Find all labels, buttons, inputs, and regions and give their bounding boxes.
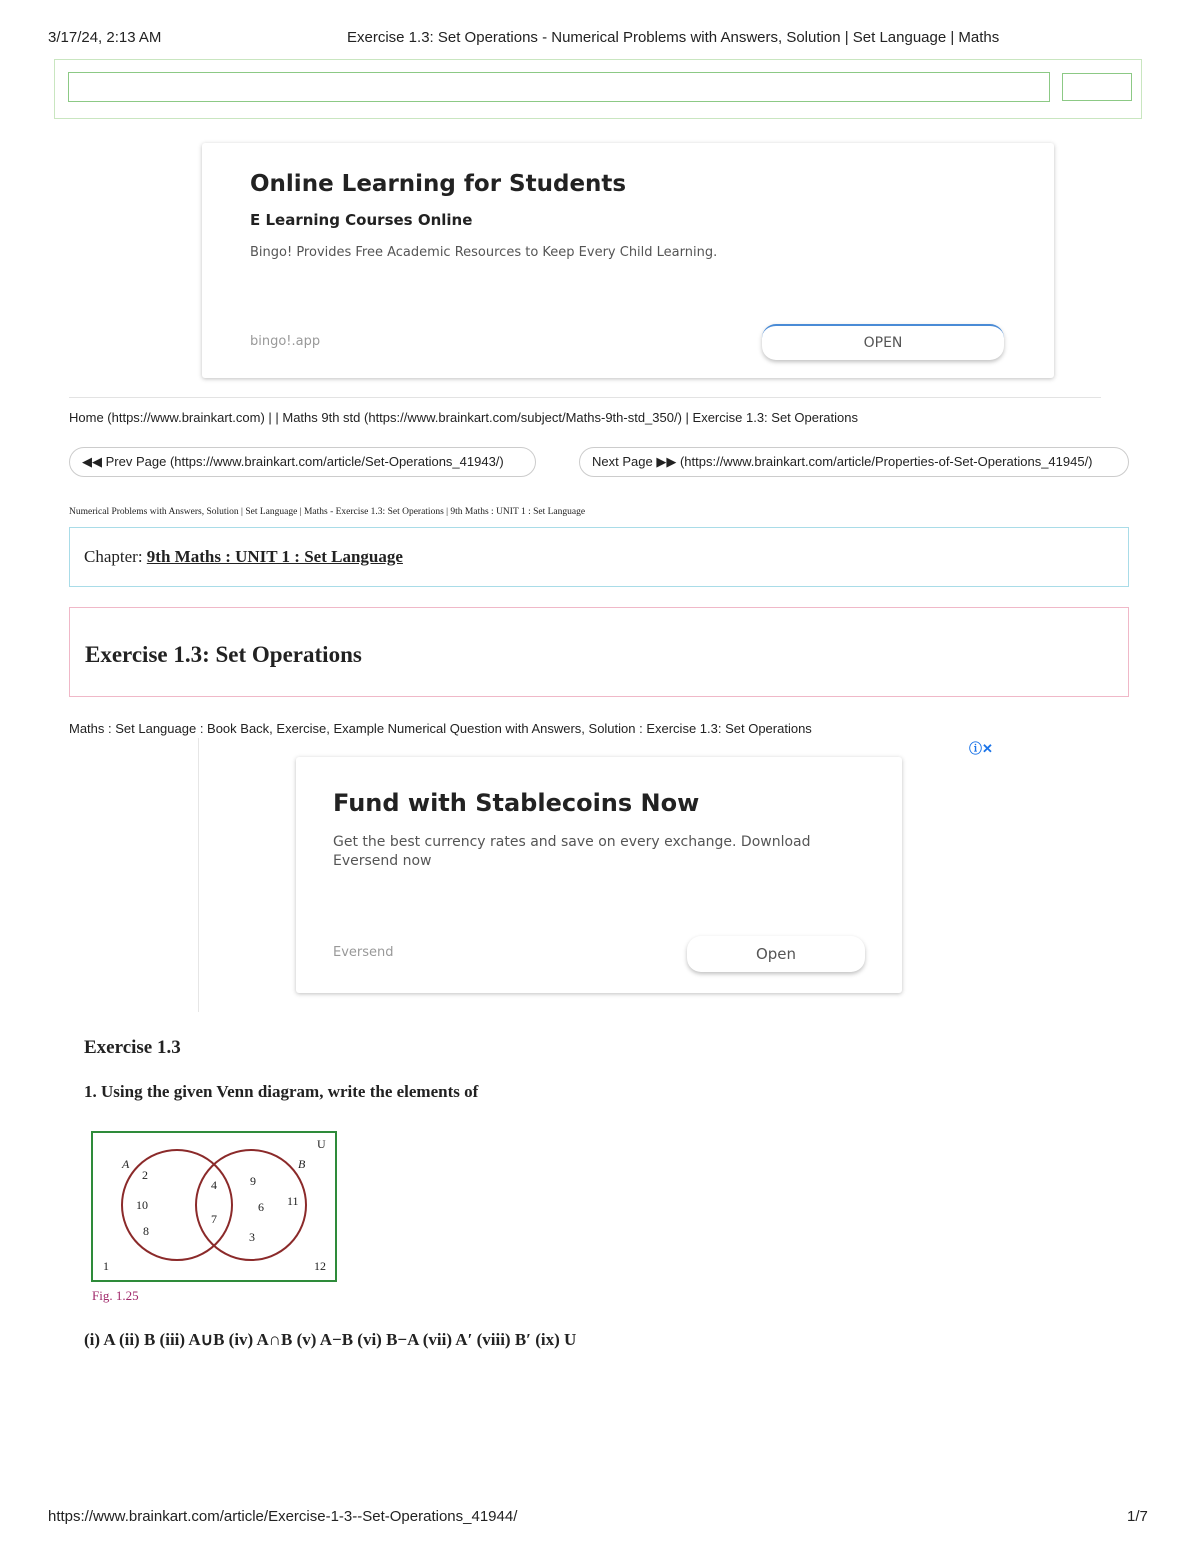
venn-label-a: A [122, 1157, 130, 1171]
venn-elem-ab-1: 4 [211, 1178, 217, 1192]
double-right-arrow-icon: ▶▶ [656, 454, 677, 469]
footer-url: https://www.brainkart.com/article/Exercise-1-3--Set-Operations_41944/ [48, 1508, 518, 1525]
print-title: Exercise 1.3: Set Operations - Numerical Problems with Answers, Solution | Set Language | Maths [347, 29, 1000, 46]
ad-frame-line [198, 738, 199, 1012]
chapter-link[interactable]: 9th Maths : UNIT 1 : Set Language [146, 547, 403, 566]
venn-elem-out-2: 12 [314, 1259, 326, 1273]
venn-elem-b-2: 6 [258, 1200, 264, 1214]
footer-page-number: 1/7 [1127, 1508, 1148, 1525]
ad-title: Online Learning for Students [250, 171, 627, 197]
next-page-label: Next Page [592, 454, 653, 469]
ad-advertiser: Eversend [333, 945, 394, 960]
subject-line: Maths : Set Language : Book Back, Exercise, Example Numerical Question with Answers, Solution : Exercise 1.3: Set Operations [69, 721, 812, 736]
ad-open-button[interactable]: Open [687, 936, 865, 972]
search-input[interactable] [68, 72, 1050, 102]
double-left-arrow-icon: ◀◀ [82, 454, 102, 469]
exercise-subheading: Exercise 1.3 [84, 1037, 181, 1058]
divider [69, 397, 1101, 398]
search-button[interactable] [1062, 73, 1132, 101]
prev-page-button[interactable] [69, 447, 536, 477]
venn-label-u: U [317, 1137, 326, 1151]
venn-label-b: B [298, 1157, 306, 1171]
venn-elem-a-3: 8 [143, 1224, 149, 1238]
chapter-label: Chapter: [84, 547, 143, 566]
ad-open-button[interactable]: OPEN [762, 324, 1004, 360]
ad-description: Bingo! Provides Free Academic Resources to Keep Every Child Learning. [250, 245, 718, 260]
venn-elem-b-1: 9 [250, 1174, 256, 1188]
prev-page-label: Prev Page (https://www.brainkart.com/article/Set-Operations_41943/) [105, 454, 504, 469]
venn-elem-b-3: 11 [287, 1194, 299, 1208]
page-title: Exercise 1.3: Set Operations [85, 642, 362, 667]
breadcrumb[interactable]: Home (https://www.brainkart.com) | | Maths 9th std (https://www.brainkart.com/subject/Maths-9th-std_350/) | Exercise 1.3: Set Operations [69, 410, 858, 425]
next-page-button[interactable] [579, 447, 1129, 477]
venn-elem-a-2: 10 [136, 1198, 148, 1212]
exercise-heading-box [69, 607, 1129, 697]
ad-description: Get the best currency rates and save on every exchange. Download Eversend now [333, 834, 811, 869]
question-parts: (i) A (ii) B (iii) A∪B (iv) A∩B (v) A−B (vi) B−A (vii) A′ (viii) B′ (ix) U [84, 1330, 577, 1349]
ad-subtitle: E Learning Courses Online [250, 211, 473, 229]
ad-advertiser: bingo!.app [250, 334, 321, 349]
venn-universe-rect [92, 1132, 336, 1281]
venn-elem-b-4: 3 [249, 1230, 255, 1244]
ad-choices-icon[interactable]: ⓘ✕ [969, 741, 993, 756]
next-page-url: (https://www.brainkart.com/article/Properties-of-Set-Operations_41945/) [679, 454, 1093, 469]
venn-caption: Fig. 1.25 [92, 1288, 139, 1303]
venn-elem-ab-2: 7 [211, 1212, 217, 1226]
venn-diagram [88, 1128, 342, 1308]
ad-banner-mid[interactable] [296, 757, 902, 993]
search-bar [54, 59, 1142, 119]
venn-elem-out-1: 1 [103, 1259, 109, 1273]
question-1: 1. Using the given Venn diagram, write the elements of [84, 1082, 479, 1101]
ad-title: Fund with Stablecoins Now [333, 789, 700, 817]
print-datetime: 3/17/24, 2:13 AM [48, 29, 162, 46]
page-tags-line: Numerical Problems with Answers, Solution | Set Language | Maths - Exercise 1.3: Set Operations | 9th Maths : UNIT 1 : Set Language [69, 507, 586, 517]
chapter-box [69, 527, 1129, 587]
ad-banner-top[interactable] [202, 143, 1054, 378]
venn-elem-a-1: 2 [142, 1168, 148, 1182]
